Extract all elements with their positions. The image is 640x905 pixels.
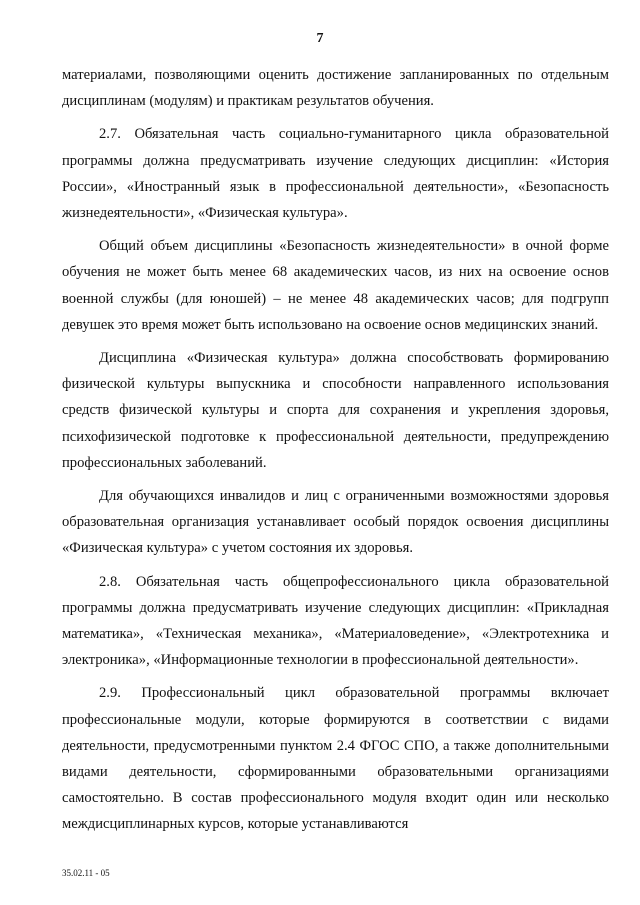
paragraph-bzhd-volume: Общий объем дисциплины «Безопасность жизнедеятельности» в очной форме обучения не может быть менее 68 академических часов, из них на освоение основ военной службы (для юношей) – не менее 48 академических часов; для подгрупп девушек это время может быть использовано на освоение основ медицинских знаний.	[62, 238, 609, 333]
page-number: 7	[316, 31, 324, 46]
paragraph-physical-culture: Дисциплина «Физическая культура» должна способствовать формированию физической культуры выпускника и способности направленного использования средств физической культуры и спорта для сохранения и укрепления здоровья, психофизической подготовке к профессиональной деятельности, предупреждению профессиональных заболеваний.	[62, 350, 609, 471]
paragraph-2-8: 2.8. Обязательная часть общепрофессионального цикла образовательной программы должна предусматривать изучение следующих дисциплин: «Прикладная математика», «Техническая механика», «Материаловедение», «Электротехника и электроника», «Информационные технологии в профессиональной деятельности».	[62, 573, 609, 669]
paragraph-2-7: 2.7. Обязательная часть социально-гуманитарного цикла образовательной программы должна предусматривать изучение следующих дисциплин: «История России», «Иностранный язык в профессиональной деятельности», «Безопасность жизнедеятельности», «Физическая культура».	[62, 126, 609, 222]
footer-document-code: 35.02.11 - 05	[62, 868, 110, 878]
document-body	[62, 62, 609, 845]
paragraph-continuation: материалами, позволяющими оценить достижение запланированных по отдельным дисциплинам (модулям) и практикам результатов обучения.	[62, 67, 609, 110]
paragraph-2-9: 2.9. Профессиональный цикл образовательной программы включает профессиональные модули, которые формируются в соответствии с видами деятельности, предусмотренными пунктом 2.4 ФГОС СПО, а также дополнительными видами деятельности, сформированными образовательными организациями самостоятельно. В состав профессионального модуля входит один или несколько междисциплинарных курсов, которые устанавливаются	[62, 685, 609, 833]
paragraph-disabled-students: Для обучающихся инвалидов и лиц с ограниченными возможностями здоровья образовательная организация устанавливает особый порядок освоения дисциплины «Физическая культура» с учетом состояния их здоровья.	[62, 488, 609, 557]
